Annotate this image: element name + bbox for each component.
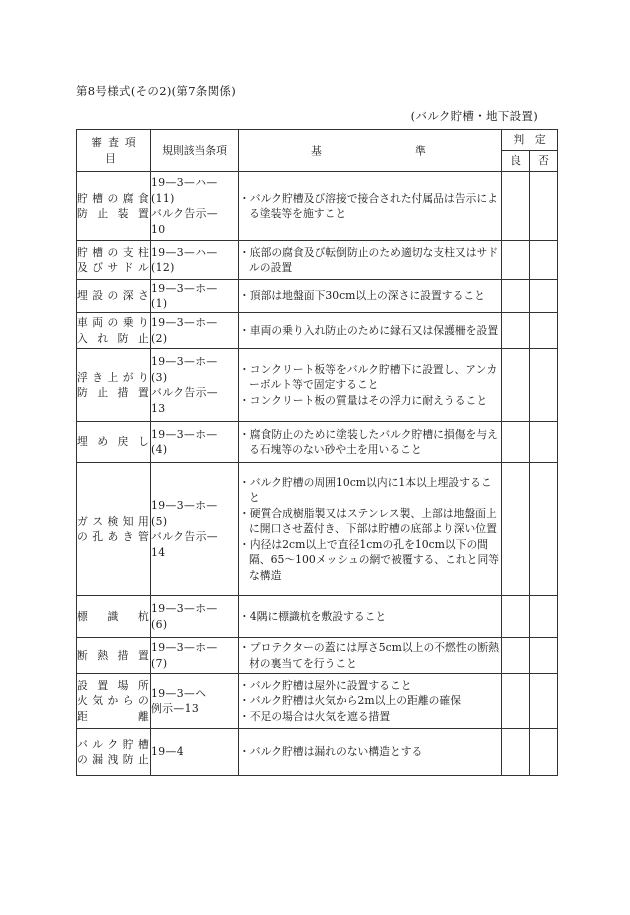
regulation-ref-line: 19—4 [151, 745, 185, 759]
review-item [77, 349, 151, 422]
standard-text [239, 422, 502, 463]
review-item-line: 入れ防止 [77, 331, 150, 345]
judgement-good-cell[interactable] [502, 422, 530, 463]
regulation-ref-line: バルク告示— [151, 386, 218, 399]
standard-text [239, 729, 502, 776]
regulation-ref [151, 172, 239, 241]
table-row [77, 349, 558, 422]
review-item-line: ガス検知用 [77, 514, 150, 528]
standard-bullet: ・腐食防止のために塗装したバルク貯槽に損傷を与える石塊等のない砂や土を用いること [239, 427, 498, 456]
review-item-line: 標識杭 [77, 609, 150, 623]
standard-bullet: ・不足の場合は火気を遮る措置 [239, 709, 391, 723]
header-good: 良 [502, 151, 530, 172]
form-number: 第8号様式(その2)(第7条関係) [76, 84, 236, 98]
form-subtitle: (バルク貯槽・地下設置) [410, 109, 538, 123]
judgement-bad-cell[interactable] [530, 729, 558, 776]
review-item-line: 距 離 [77, 709, 150, 723]
table-row [77, 172, 558, 241]
standard-bullet: ・内径は2cm以上で直径1cmの孔を10cm以下の間隔、65〜100メッシュの網で被覆する、これと同等な構造 [239, 537, 500, 582]
regulation-ref-line: 19—3—ホ— [151, 427, 218, 441]
review-item [77, 172, 151, 241]
standard-bullet: ・バルク貯槽は屋外に設置すること [239, 678, 412, 692]
judgement-bad-cell[interactable] [530, 349, 558, 422]
regulation-ref-line: 19—3—ハ— [151, 176, 218, 189]
regulation-ref-line: 19—3—ホ— [151, 602, 218, 615]
header-standard-2: 準 [415, 143, 426, 157]
judgement-bad-cell[interactable] [530, 241, 558, 280]
judgement-good-cell[interactable] [502, 674, 530, 729]
header-bad: 否 [530, 151, 558, 172]
review-item [77, 241, 151, 280]
regulation-ref-line: 19—3—ホ— [151, 355, 218, 368]
standard-text [239, 463, 502, 596]
review-item-line: 火気からの [77, 694, 150, 708]
review-item-line: 埋め戻し [77, 435, 150, 449]
standard-text [239, 280, 502, 313]
regulation-ref [151, 280, 239, 313]
standard-bullet: ・プロテクターの蓋には厚さ5cm以上の不燃性の断熱材の裏当てを行うこと [239, 641, 500, 670]
review-item-line: 断熱措置 [77, 648, 150, 662]
standard-text [239, 638, 502, 674]
table-row [77, 313, 558, 349]
review-item-line: 埋設の深さ [77, 289, 150, 303]
regulation-ref-line: (1) [151, 297, 168, 310]
review-item-line: の孔あき管 [77, 530, 150, 543]
regulation-ref-line: (4) [151, 443, 168, 456]
review-item-line: 浮き上がり [77, 370, 150, 384]
regulation-ref-line: 例示—13 [151, 702, 200, 715]
review-item-line: 防止装置 [77, 207, 150, 220]
standard-text [239, 313, 502, 349]
standard-text [239, 172, 502, 241]
standard-text [239, 596, 502, 638]
regulation-ref-line: バルク告示— [151, 207, 218, 220]
review-item [77, 674, 151, 729]
table-row [77, 241, 558, 280]
review-item [77, 596, 151, 638]
judgement-good-cell[interactable] [502, 172, 530, 241]
header-item: 審査項目 [77, 130, 151, 172]
judgement-good-cell[interactable] [502, 349, 530, 422]
judgement-good-cell[interactable] [502, 280, 530, 313]
regulation-ref [151, 241, 239, 280]
review-item-line: 貯槽の支柱 [77, 245, 150, 259]
regulation-ref-line: 19—3—ハ— [151, 245, 218, 259]
review-item-line: 車両の乗り [77, 316, 150, 329]
review-item-line: 及びサドル [77, 261, 150, 274]
regulation-ref [151, 729, 239, 776]
standard-bullet: ・硬質合成樹脂製又はステンレス製、上部は地盤面上に開口させ蓋付き、下部は貯槽の底部より深い位置 [239, 506, 497, 536]
regulation-ref [151, 349, 239, 422]
judgement-good-cell[interactable] [502, 463, 530, 596]
judgement-good-cell[interactable] [502, 313, 530, 349]
review-item [77, 729, 151, 776]
standard-bullet: ・バルク貯槽及び溶接で接合された付属品は告示による塗装等を施すこと [239, 191, 498, 220]
regulation-ref-line: 19—3—ホ— [151, 316, 218, 329]
standard-bullet: ・コンクリート板等をバルク貯槽下に設置し、アンカーボルト等で固定すること [239, 362, 498, 392]
review-item-line: 設置場所 [77, 678, 150, 692]
review-item-line: の漏洩防止 [77, 753, 150, 766]
table-row [77, 729, 558, 776]
regulation-ref-line: 10 [151, 222, 166, 236]
judgement-bad-cell[interactable] [530, 596, 558, 638]
regulation-ref-line: 19—3—ホ— [151, 499, 218, 512]
review-item-line: バルク貯槽 [77, 737, 150, 751]
regulation-ref-line: 19—3—ホ— [151, 281, 218, 295]
review-item [77, 463, 151, 596]
judgement-bad-cell[interactable] [530, 280, 558, 313]
regulation-ref [151, 313, 239, 349]
judgement-good-cell[interactable] [502, 241, 530, 280]
regulation-ref [151, 638, 239, 674]
judgement-good-cell[interactable] [502, 638, 530, 674]
review-item [77, 638, 151, 674]
header-standard-1: 基 [311, 143, 322, 157]
standard-bullet: ・頂部は地盤面下30cm以上の深さに設置すること [239, 289, 485, 303]
standard-bullet: ・底部の腐食及び転倒防止のため適切な支柱又はサドルの設置 [239, 245, 499, 274]
judgement-good-cell[interactable] [502, 596, 530, 638]
table-row [77, 280, 558, 313]
standard-bullet: ・車両の乗り入れ防止のために縁石又は保護柵を設置 [239, 323, 499, 337]
judgement-good-cell[interactable] [502, 729, 530, 776]
regulation-ref-line: (7) [151, 656, 168, 670]
header-standard [239, 130, 502, 172]
review-item-line: 貯槽の腐食 [77, 191, 150, 205]
regulation-ref [151, 463, 239, 596]
regulation-ref-line: 13 [151, 401, 166, 415]
judgement-bad-cell[interactable] [530, 638, 558, 674]
regulation-ref-line: 14 [151, 545, 166, 559]
table-row [77, 674, 558, 729]
inspection-table [76, 129, 558, 776]
standard-bullet: ・バルク貯槽の周囲10cm以内に1本以上埋設すること [239, 475, 492, 505]
table-row [77, 422, 558, 463]
table-row [77, 638, 558, 674]
judgement-bad-cell[interactable] [530, 463, 558, 596]
regulation-ref [151, 422, 239, 463]
standard-bullet: ・バルク貯槽は漏れのない構造とする [239, 745, 423, 759]
review-item [77, 313, 151, 349]
regulation-ref [151, 674, 239, 729]
standard-text [239, 241, 502, 280]
judgement-bad-cell[interactable] [530, 313, 558, 349]
regulation-ref-line: (6) [151, 617, 168, 631]
regulation-ref-line: (3) [151, 370, 168, 384]
review-item [77, 280, 151, 313]
regulation-ref-line: (2) [151, 331, 168, 345]
review-item-line: 防止措置 [77, 386, 150, 399]
regulation-ref-line: バルク告示— [151, 530, 218, 543]
regulation-ref-line: 19—3—ヘ [151, 686, 207, 700]
regulation-ref-line: (5) [151, 514, 168, 528]
review-item [77, 422, 151, 463]
regulation-ref-line: 19—3—ホ— [151, 641, 218, 654]
standard-bullet: ・バルク貯槽は火気から2m以上の距離の確保 [239, 694, 462, 708]
standard-text [239, 674, 502, 729]
header-judgement: 判 定 [502, 130, 558, 151]
standard-bullet: ・4隅に標識杭を敷設すること [239, 609, 387, 623]
regulation-ref [151, 596, 239, 638]
table-row [77, 596, 558, 638]
standard-text [239, 349, 502, 422]
header-ref: 規則該当条項 [151, 130, 239, 172]
regulation-ref-line: (11) [151, 191, 175, 205]
table-row [77, 463, 558, 596]
judgement-bad-cell[interactable] [530, 172, 558, 241]
judgement-bad-cell[interactable] [530, 674, 558, 729]
standard-bullet: ・コンクリート板の質量はその浮力に耐えうること [239, 393, 488, 407]
judgement-bad-cell[interactable] [530, 422, 558, 463]
regulation-ref-line: (12) [151, 261, 175, 274]
